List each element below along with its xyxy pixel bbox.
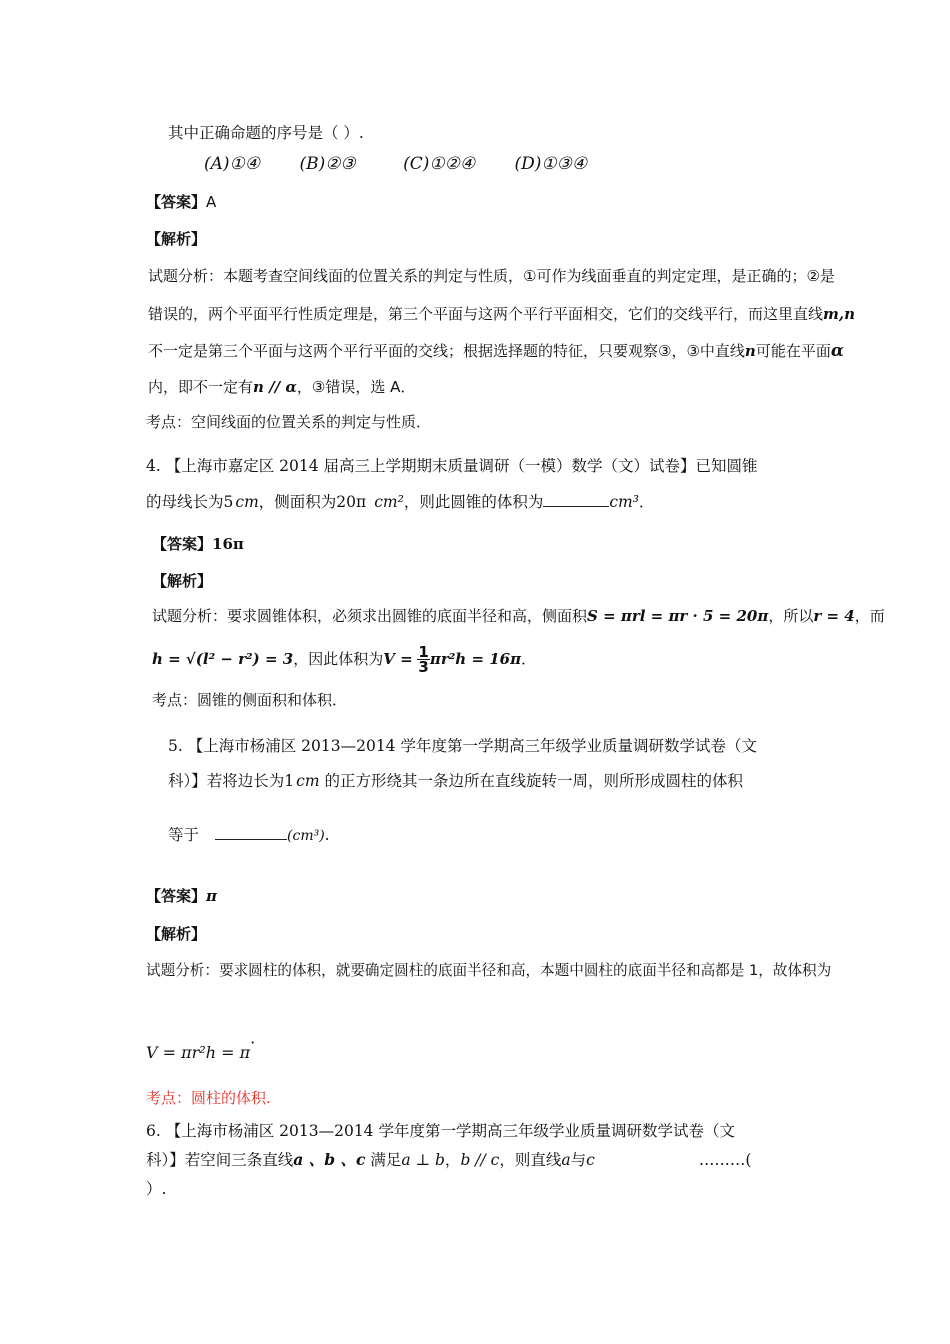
q4-text-a: 的母线长为 — [146, 493, 224, 511]
math-c: c — [586, 1151, 595, 1169]
q6-line-2 — [146, 1150, 751, 1170]
q3-options — [204, 154, 587, 174]
q3-option-d: (D)①③④ — [514, 154, 588, 174]
q6-text-c: 满足 — [365, 1151, 402, 1169]
math-a-perp-b: a ⊥ b — [401, 1151, 445, 1169]
answer-label: 【答案】 — [146, 193, 207, 211]
q4-unit-cm2: cm² — [374, 493, 404, 511]
q6-text-e: ， — [444, 1151, 461, 1169]
q4-analysis-label: 【解析】 — [152, 572, 213, 590]
q4-analysis-line-1 — [152, 606, 885, 626]
math-n: n — [744, 342, 756, 360]
q3-option-b: (B)②③ — [299, 154, 356, 174]
q3-analysis-line-3 — [148, 341, 844, 361]
q3-analysis-line-4-text: 内，即不一定有 — [148, 378, 254, 396]
math-n-parallel-alpha: n // α — [253, 378, 297, 396]
q5-text-a: 科）】若将边长为 — [168, 772, 285, 790]
q5-unit-cm: cm — [296, 772, 320, 790]
q3-kaodian: 考点：空间线面的位置关系的判定与性质． — [146, 413, 432, 431]
q6-text-a: 科）】若空间三条直线 — [146, 1151, 294, 1169]
answer-value: π — [206, 887, 217, 905]
q4-line-2 — [146, 492, 654, 512]
q4-unit-cm: cm — [235, 493, 259, 511]
q4-blank[interactable] — [543, 506, 609, 507]
q4-answer — [152, 534, 244, 554]
math-abc: a 、b 、c — [293, 1150, 366, 1169]
q3-prompt: 其中正确命题的序号是（ ）. — [168, 124, 364, 142]
q3-analysis-label: 【解析】 — [146, 230, 207, 248]
q5-line-3 — [168, 825, 330, 846]
math-v-label: V = — [383, 650, 413, 668]
q5-text-equals: 等于 — [168, 826, 200, 844]
q3-plane-text: 可能在平面 — [755, 342, 831, 360]
q3-answer — [146, 192, 216, 212]
q3-conclusion: ，③错误，选 A． — [296, 378, 416, 396]
q4-analysis-text-b: ，所以 — [768, 607, 814, 625]
q5-val-1: 1 — [284, 772, 295, 790]
math-mn: m,n — [823, 305, 856, 323]
q5-line-2 — [168, 771, 743, 791]
q4-text-i: ． — [638, 493, 655, 511]
q6-dots: ………( — [698, 1151, 752, 1169]
q4-analysis-text-2b: ，因此体积为 — [293, 650, 384, 668]
answer-label: 【答案】 — [152, 535, 213, 553]
math-lateral-area: S = πrl = πr · 5 = 20π — [587, 607, 769, 625]
q3-analysis-line-2-text: 错误的，两个平面平行性质定理是，第三个平面与这两个平行平面相交，它们的交线平行，而这里直线 — [148, 305, 824, 323]
math-cylinder-volume: V = πr²h = π — [146, 1043, 251, 1062]
fraction-one-third — [417, 645, 429, 674]
q3-analysis-line-1: 试题分析：本题考查空间线面的位置关系的判定与性质，①可作为线面垂直的判定定理，是正确的；②是 — [148, 267, 835, 285]
math-h-equals-3: h = √(l² − r²) = 3 — [152, 650, 294, 668]
q4-val-20pi: 20π — [336, 493, 367, 511]
q4-text-d: ，侧面积为 — [258, 493, 337, 511]
q6-header: 6. 【上海市杨浦区 2013—2014 学年度第一学期高三年级学业质量调研数学试卷（文 — [146, 1122, 735, 1140]
math-a: a — [561, 1151, 571, 1169]
q3-analysis-line-2 — [148, 304, 855, 324]
q5-unit-cm3: (cm³) — [287, 828, 325, 844]
math-cone-volume: πr²h = 16π — [429, 650, 522, 668]
q4-analysis-end: ． — [521, 650, 537, 668]
q4-kaodian: 考点：圆锥的侧面积和体积． — [152, 691, 348, 709]
q4-unit-cm3: cm³ — [609, 493, 639, 511]
q5-answer — [146, 886, 217, 906]
q5-blank[interactable] — [215, 839, 287, 840]
q3-analysis-line-3-text: 不一定是第三个平面与这两个平行平面的交线；根据选择题的特征，只要观察③，③中直线 — [148, 342, 745, 360]
q5-text-d: 的正方形绕其一条边所在直线旋转一周，则所形成圆柱的体积 — [319, 772, 743, 790]
answer-value: 16π — [212, 535, 244, 553]
math-b-parallel-c: b // c — [460, 1151, 500, 1169]
q6-text-i: 与 — [570, 1151, 587, 1169]
q3-analysis-line-4 — [148, 377, 415, 397]
q6-text-g: ，则直线 — [499, 1151, 562, 1169]
q5-formula-dot: · — [250, 1033, 256, 1052]
q4-header: 4. 【上海市嘉定区 2014 届高三上学期期末质量调研（一模）数学（文）试卷】已知圆锥 — [146, 457, 758, 475]
q3-option-a: (A)①④ — [204, 154, 261, 174]
math-alpha: α — [830, 341, 844, 361]
q4-analysis-text-c: ，而 — [854, 607, 885, 625]
q5-kaodian: 考点：圆柱的体积. — [146, 1089, 271, 1107]
q4-val-5: 5 — [223, 493, 234, 511]
math-r-equals-4: r = 4 — [813, 607, 855, 625]
q5-analysis-line-1: 试题分析：要求圆柱的体积，就要确定圆柱的底面半径和高，本题中圆柱的底面半径和高都是 1，故体积为 — [146, 962, 832, 979]
q4-analysis-text-a: 试题分析：要求圆锥体积，必须求出圆锥的底面半径和高，侧面积 — [152, 607, 588, 625]
q4-text-g: ，则此圆锥的体积为 — [403, 493, 544, 511]
q5-header: 5. 【上海市杨浦区 2013—2014 学年度第一学期高三年级学业质量调研数学试卷（文 — [168, 737, 757, 755]
q5-formula — [146, 1033, 256, 1063]
q4-analysis-line-2 — [152, 642, 536, 676]
fraction-denominator: 3 — [418, 658, 429, 676]
q6-line-3: ）. — [146, 1180, 167, 1198]
answer-value: A — [206, 193, 217, 211]
q5-period: . — [324, 826, 330, 844]
fraction-numerator: 1 — [418, 643, 429, 661]
q3-option-c: (C)①②④ — [403, 154, 476, 174]
answer-label: 【答案】 — [146, 887, 207, 905]
q5-analysis-label: 【解析】 — [146, 925, 207, 943]
